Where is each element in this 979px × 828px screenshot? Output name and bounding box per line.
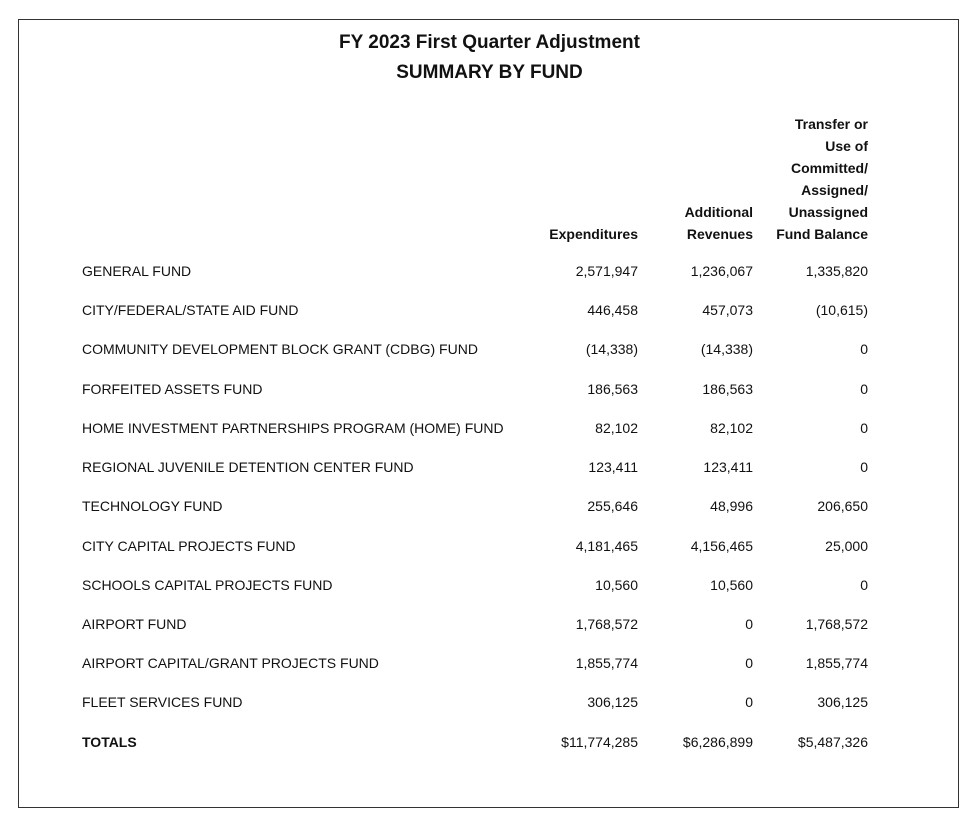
expenditures-value: 2,571,947 [575,263,638,279]
fund-name: TECHNOLOGY FUND [82,498,223,514]
revenues-value: 48,996 [710,498,753,514]
fund-name: COMMUNITY DEVELOPMENT BLOCK GRANT (CDBG) FUND [82,341,478,357]
fund-name: CITY/FEDERAL/STATE AID FUND [82,302,299,318]
fund-name: AIRPORT FUND [82,616,187,632]
fund-balance-value: (10,615) [815,302,868,318]
revenues-value: 10,560 [710,577,753,593]
total-expenditures: $11,774,285 [561,734,638,750]
column-header-expenditures: Expenditures [549,226,638,242]
table-row [0,302,979,324]
revenues-value: 0 [745,655,753,671]
fund-balance-value: 206,650 [817,498,868,514]
totals-label: TOTALS [82,734,137,750]
table-row [0,420,979,442]
column-header-fund-balance: Transfer or Use of Committed/ Assigned/ Unassigned Fund Balance [776,116,868,242]
table-row [0,381,979,403]
fund-name: SCHOOLS CAPITAL PROJECTS FUND [82,577,333,593]
fund-name: REGIONAL JUVENILE DETENTION CENTER FUND [82,459,414,475]
expenditures-value: 10,560 [595,577,638,593]
revenues-value: 457,073 [702,302,753,318]
table-row [0,263,979,285]
expenditures-value: 186,563 [587,381,638,397]
revenues-value: 123,411 [703,459,753,475]
revenues-value: 1,236,067 [690,263,753,279]
revenues-value: 0 [745,694,753,710]
fund-balance-value: 0 [860,577,868,593]
revenues-value: 82,102 [710,420,753,436]
table-row [0,498,979,520]
document-subtitle: SUMMARY BY FUND [396,62,583,83]
expenditures-value: 1,855,774 [575,655,638,671]
revenues-value: 4,156,465 [690,538,753,554]
expenditures-value: 1,768,572 [575,616,638,632]
table-row [0,616,979,638]
table-row [0,577,979,599]
expenditures-value: 82,102 [595,420,638,436]
fund-balance-value: 1,855,774 [805,655,868,671]
revenues-value: (14,338) [700,341,753,357]
expenditures-value: 446,458 [587,302,638,318]
table-row [0,341,979,363]
fund-balance-value: 1,335,820 [805,263,868,279]
document-title: FY 2023 First Quarter Adjustment [339,32,640,53]
total-revenues: $6,286,899 [682,734,753,750]
table-row [0,459,979,481]
totals-row [0,734,979,756]
fund-name: HOME INVESTMENT PARTNERSHIPS PROGRAM (HOME) FUND [82,420,504,436]
column-header-additional-revenues: Additional Revenues [684,204,753,242]
expenditures-value: 4,181,465 [575,538,638,554]
fund-name: AIRPORT CAPITAL/GRANT PROJECTS FUND [82,655,379,671]
fund-balance-value: 0 [860,381,868,397]
fund-balance-value: 0 [860,420,868,436]
total-fund-balance: $5,487,326 [797,734,868,750]
table-row [0,655,979,677]
table-row [0,538,979,560]
fund-name: FORFEITED ASSETS FUND [82,381,263,397]
fund-name: GENERAL FUND [82,263,192,279]
expenditures-value: 306,125 [587,694,638,710]
fund-balance-value: 1,768,572 [805,616,868,632]
table-row [0,694,979,716]
expenditures-value: 123,411 [588,459,638,475]
fund-balance-value: 25,000 [825,538,868,554]
revenues-value: 0 [745,616,753,632]
fund-balance-value: 0 [860,341,868,357]
fund-balance-value: 0 [860,459,868,475]
fund-balance-value: 306,125 [817,694,868,710]
fund-name: CITY CAPITAL PROJECTS FUND [82,538,296,554]
fund-name: FLEET SERVICES FUND [82,694,243,710]
expenditures-value: 255,646 [587,498,638,514]
expenditures-value: (14,338) [585,341,638,357]
revenues-value: 186,563 [702,381,753,397]
